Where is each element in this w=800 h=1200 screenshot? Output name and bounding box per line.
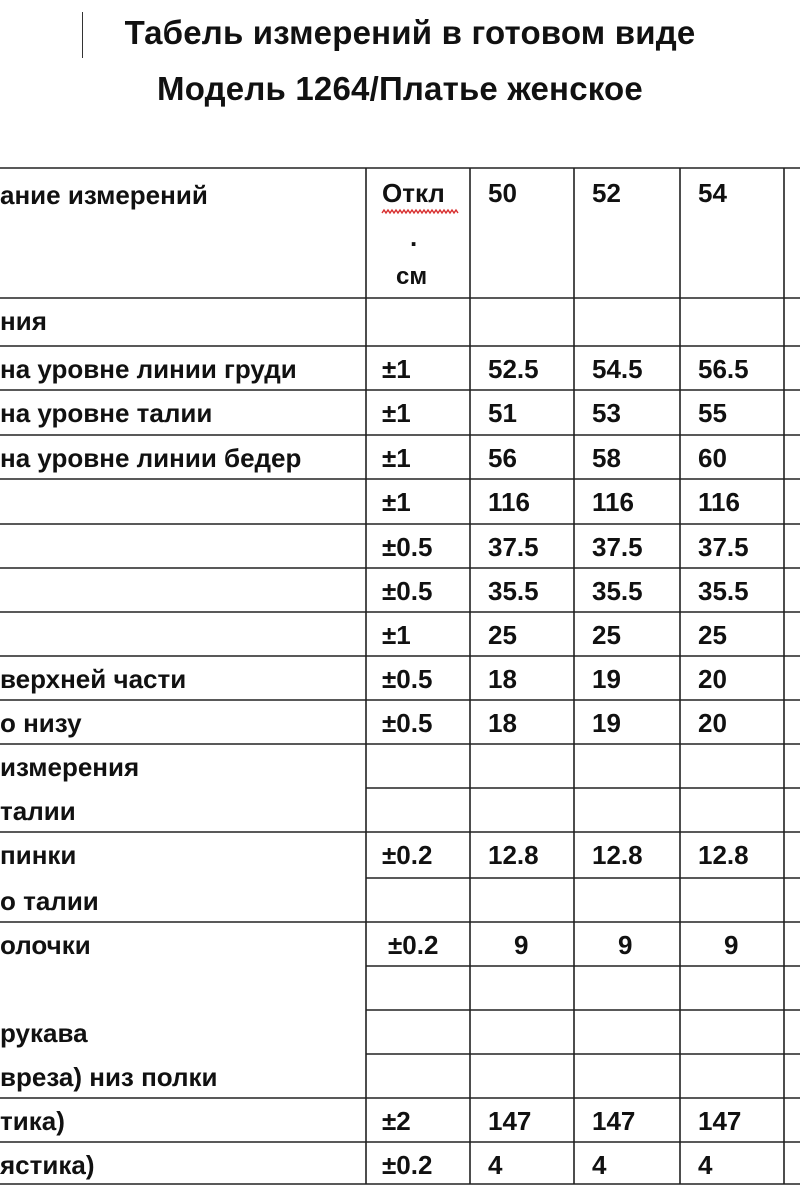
row-size-value: 9 bbox=[618, 930, 633, 960]
row-size-value: 52.5 bbox=[488, 354, 539, 384]
row-size-value: 55 bbox=[698, 398, 727, 428]
row-tolerance: ±0.5 bbox=[382, 664, 433, 694]
row-tolerance: ±1 bbox=[382, 443, 411, 473]
row-size-value: 116 bbox=[592, 487, 634, 517]
row-tolerance: ±0.5 bbox=[382, 532, 433, 562]
row-measurement-name: измерения bbox=[0, 752, 140, 782]
spellcheck-underline bbox=[382, 210, 458, 213]
header-tolerance-part: . bbox=[410, 222, 418, 252]
row-size-value: 19 bbox=[592, 664, 621, 694]
row-size-value: 18 bbox=[488, 708, 517, 738]
row-measurement-name: тика) bbox=[0, 1106, 65, 1136]
row-tolerance: ±0.5 bbox=[382, 708, 433, 738]
row-size-value: 51 bbox=[488, 398, 517, 428]
row-measurement-name: талии bbox=[0, 796, 76, 826]
row-size-value: 25 bbox=[488, 620, 517, 650]
row-size-value: 25 bbox=[698, 620, 727, 650]
row-measurement-name: верхней части bbox=[0, 664, 187, 694]
row-tolerance: ±1 bbox=[382, 487, 411, 517]
header-size: 50 bbox=[488, 178, 517, 208]
row-size-value: 35.5 bbox=[592, 576, 643, 606]
row-size-value: 116 bbox=[488, 487, 530, 517]
row-tolerance: ±1 bbox=[382, 620, 411, 650]
row-size-value: 147 bbox=[592, 1106, 636, 1136]
row-size-value: 19 bbox=[592, 708, 621, 738]
row-tolerance: ±1 bbox=[382, 398, 411, 428]
row-measurement-name: о низу bbox=[0, 708, 82, 738]
row-tolerance: ±0.2 bbox=[382, 1150, 433, 1180]
row-measurement-name: ястика) bbox=[0, 1150, 95, 1180]
row-size-value: 9 bbox=[724, 930, 739, 960]
row-size-value: 25 bbox=[592, 620, 621, 650]
row-size-value: 37.5 bbox=[698, 532, 749, 562]
header-tolerance-part: Откл bbox=[382, 178, 445, 208]
row-measurement-name: на уровне талии bbox=[0, 398, 213, 428]
row-size-value: 35.5 bbox=[698, 576, 749, 606]
row-measurement-name: вреза) низ полки bbox=[0, 1062, 218, 1092]
header-size: 52 bbox=[592, 178, 621, 208]
row-size-value: 37.5 bbox=[592, 532, 643, 562]
header-tolerance-part: см bbox=[396, 263, 428, 290]
row-tolerance: ±2 bbox=[382, 1106, 411, 1136]
row-tolerance: ±1 bbox=[382, 354, 411, 384]
row-size-value: 12.8 bbox=[592, 840, 643, 870]
row-size-value: 4 bbox=[488, 1150, 503, 1180]
row-size-value: 147 bbox=[698, 1106, 742, 1136]
row-tolerance: ±0.2 bbox=[388, 930, 439, 960]
row-measurement-name: ния bbox=[0, 306, 47, 336]
row-size-value: 54.5 bbox=[592, 354, 643, 384]
row-measurement-name: о талии bbox=[0, 886, 99, 916]
row-size-value: 20 bbox=[698, 664, 727, 694]
row-size-value: 20 bbox=[698, 708, 727, 738]
row-tolerance: ±0.5 bbox=[382, 576, 433, 606]
row-size-value: 9 bbox=[514, 930, 529, 960]
page-title: Табель измерений в готовом виде bbox=[124, 14, 696, 51]
header-size: 54 bbox=[698, 178, 727, 208]
row-measurement-name: олочки bbox=[0, 930, 91, 960]
row-size-value: 58 bbox=[592, 443, 621, 473]
row-size-value: 60 bbox=[698, 443, 727, 473]
row-tolerance: ±0.2 bbox=[382, 840, 433, 870]
page-subtitle: Модель 1264/Платье женское bbox=[157, 70, 643, 107]
row-measurement-name: на уровне линии груди bbox=[0, 354, 297, 384]
row-size-value: 18 bbox=[488, 664, 517, 694]
header-measurement-name: ание измерений bbox=[0, 180, 208, 210]
row-size-value: 4 bbox=[592, 1150, 607, 1180]
row-size-value: 56.5 bbox=[698, 354, 749, 384]
row-size-value: 12.8 bbox=[698, 840, 749, 870]
row-size-value: 56 bbox=[488, 443, 517, 473]
row-size-value: 4 bbox=[698, 1150, 713, 1180]
row-size-value: 35.5 bbox=[488, 576, 539, 606]
row-size-value: 12.8 bbox=[488, 840, 539, 870]
row-measurement-name: пинки bbox=[0, 840, 77, 870]
row-size-value: 116 bbox=[698, 487, 740, 517]
row-size-value: 37.5 bbox=[488, 532, 539, 562]
row-measurement-name: на уровне линии бедер bbox=[0, 443, 302, 473]
row-size-value: 147 bbox=[488, 1106, 532, 1136]
row-measurement-name: рукава bbox=[0, 1018, 88, 1048]
row-size-value: 53 bbox=[592, 398, 621, 428]
